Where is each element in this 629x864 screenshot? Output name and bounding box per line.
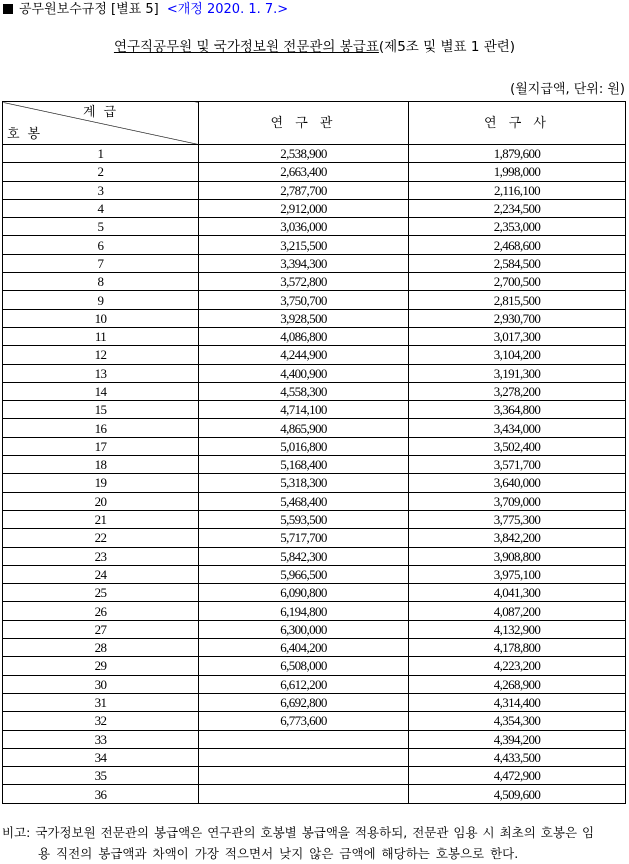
table-row [3,510,626,528]
unit-label: (월지급액, 단위: 원) [510,82,625,97]
researcher-salary-cell: 6,612,200 [199,675,409,693]
table-row [3,218,626,236]
researcher-salary-cell: 5,717,700 [199,529,409,547]
step-cell: 24 [3,565,199,583]
researcher-salary-cell: 6,692,800 [199,693,409,711]
researcher-salary-cell: 5,468,400 [199,492,409,510]
table-row [3,401,626,419]
table-row [3,620,626,638]
step-cell: 10 [3,309,199,327]
step-cell: 19 [3,474,199,492]
researcher-salary-cell: 2,663,400 [199,163,409,181]
step-cell: 20 [3,492,199,510]
researcher-salary-cell [199,785,409,803]
table-row [3,145,626,163]
table-row [3,437,626,455]
step-cell: 34 [3,748,199,766]
assistant-salary-cell: 2,116,100 [409,181,626,199]
assistant-salary-cell: 3,571,700 [409,456,626,474]
step-cell: 28 [3,639,199,657]
table-row [3,785,626,803]
table-row [3,657,626,675]
researcher-salary-cell: 6,194,800 [199,602,409,620]
assistant-salary-cell: 3,502,400 [409,437,626,455]
researcher-salary-cell: 4,558,300 [199,382,409,400]
assistant-salary-cell: 4,041,300 [409,584,626,602]
assistant-salary-cell: 4,314,400 [409,693,626,711]
step-cell: 35 [3,767,199,785]
table-row [3,327,626,345]
table-row [3,712,626,730]
step-cell: 13 [3,364,199,382]
table-row [3,163,626,181]
researcher-salary-cell: 6,773,600 [199,712,409,730]
title-suffix: (제5조 및 별표 1 관련) [378,39,516,55]
step-cell: 32 [3,712,199,730]
table-row [3,456,626,474]
assistant-salary-cell: 3,975,100 [409,565,626,583]
table-row [3,675,626,693]
step-cell: 5 [3,218,199,236]
assistant-salary-cell: 4,223,200 [409,657,626,675]
assistant-salary-cell: 3,017,300 [409,327,626,345]
assistant-salary-cell: 3,434,000 [409,419,626,437]
step-cell: 11 [3,327,199,345]
assistant-salary-cell: 1,998,000 [409,163,626,181]
table-row [3,547,626,565]
assistant-salary-cell: 4,268,900 [409,675,626,693]
step-cell: 26 [3,602,199,620]
step-cell: 31 [3,693,199,711]
researcher-salary-cell: 6,090,800 [199,584,409,602]
assistant-salary-cell: 4,354,300 [409,712,626,730]
table-row [3,236,626,254]
researcher-salary-cell: 2,912,000 [199,199,409,217]
researcher-salary-cell [199,730,409,748]
bullet-square-icon [3,4,13,14]
assistant-salary-cell: 2,815,500 [409,291,626,309]
table-row [3,309,626,327]
step-cell: 21 [3,510,199,528]
table-body [3,145,626,804]
step-cell: 27 [3,620,199,638]
assistant-salary-cell: 2,584,500 [409,254,626,272]
table-row [3,382,626,400]
table-header-row [3,102,626,145]
researcher-salary-cell: 6,300,000 [199,620,409,638]
assistant-salary-cell: 4,087,200 [409,602,626,620]
column-header-assistant: 연 구 사 [409,102,626,145]
table-row [3,639,626,657]
footnote [2,822,624,864]
assistant-salary-cell: 3,709,000 [409,492,626,510]
researcher-salary-cell: 4,400,900 [199,364,409,382]
column-header-researcher: 연 구 관 [199,102,409,145]
step-cell: 18 [3,456,199,474]
table-row [3,273,626,291]
table-row [3,419,626,437]
researcher-salary-cell: 5,318,300 [199,474,409,492]
step-cell: 16 [3,419,199,437]
assistant-salary-cell: 1,879,600 [409,145,626,163]
researcher-salary-cell: 3,215,500 [199,236,409,254]
assistant-salary-cell: 2,700,500 [409,273,626,291]
step-cell: 1 [3,145,199,163]
table-row [3,199,626,217]
assistant-salary-cell: 4,433,500 [409,748,626,766]
assistant-salary-cell: 3,908,800 [409,547,626,565]
table-row [3,181,626,199]
table-row [3,474,626,492]
researcher-salary-cell: 4,086,800 [199,327,409,345]
table-row [3,693,626,711]
page-title [0,38,629,56]
document-header [3,2,288,18]
assistant-salary-cell: 3,104,200 [409,346,626,364]
corner-step-label: 호봉 [7,127,49,142]
table-row [3,602,626,620]
researcher-salary-cell: 2,787,700 [199,181,409,199]
researcher-salary-cell: 3,036,000 [199,218,409,236]
salary-table [2,101,626,804]
assistant-salary-cell: 2,353,000 [409,218,626,236]
table-row [3,767,626,785]
table-row [3,254,626,272]
researcher-salary-cell: 4,714,100 [199,401,409,419]
researcher-salary-cell: 4,244,900 [199,346,409,364]
step-cell: 14 [3,382,199,400]
footnote-line-2: 용 직전의 봉급액과 차액이 가장 적으면서 낮지 않은 금액에 해당하는 호봉으로 한다. [38,846,519,861]
corner-header [3,102,199,145]
researcher-salary-cell: 5,842,300 [199,547,409,565]
step-cell: 9 [3,291,199,309]
researcher-salary-cell: 6,404,200 [199,639,409,657]
researcher-salary-cell: 3,928,500 [199,309,409,327]
step-cell: 30 [3,675,199,693]
step-cell: 33 [3,730,199,748]
table-row [3,346,626,364]
assistant-salary-cell: 3,640,000 [409,474,626,492]
assistant-salary-cell: 2,468,600 [409,236,626,254]
assistant-salary-cell: 3,278,200 [409,382,626,400]
researcher-salary-cell: 5,016,800 [199,437,409,455]
assistant-salary-cell: 4,472,900 [409,767,626,785]
researcher-salary-cell [199,767,409,785]
step-cell: 22 [3,529,199,547]
step-cell: 12 [3,346,199,364]
researcher-salary-cell: 5,168,400 [199,456,409,474]
researcher-salary-cell: 4,865,900 [199,419,409,437]
researcher-salary-cell: 3,394,300 [199,254,409,272]
assistant-salary-cell: 3,842,200 [409,529,626,547]
step-cell: 8 [3,273,199,291]
step-cell: 15 [3,401,199,419]
table-row [3,565,626,583]
table-row [3,291,626,309]
step-cell: 7 [3,254,199,272]
step-cell: 6 [3,236,199,254]
assistant-salary-cell: 4,509,600 [409,785,626,803]
revision-link[interactable]: <개정 2020. 1. 7.> [166,2,289,17]
step-cell: 2 [3,163,199,181]
researcher-salary-cell: 6,508,000 [199,657,409,675]
researcher-salary-cell: 5,593,500 [199,510,409,528]
step-cell: 23 [3,547,199,565]
assistant-salary-cell: 2,234,500 [409,199,626,217]
table-row [3,529,626,547]
assistant-salary-cell: 4,394,200 [409,730,626,748]
assistant-salary-cell: 4,132,900 [409,620,626,638]
step-cell: 3 [3,181,199,199]
step-cell: 25 [3,584,199,602]
corner-grade-label: 계급 [83,105,125,120]
assistant-salary-cell: 2,930,700 [409,309,626,327]
footnote-line-1: 비고: 국가정보원 전문관의 봉급액은 연구관의 호봉별 봉급액을 적용하되, 전문관 임용 시 최초의 호봉은 임 [2,825,595,840]
assistant-salary-cell: 3,775,300 [409,510,626,528]
step-cell: 17 [3,437,199,455]
assistant-salary-cell: 3,191,300 [409,364,626,382]
table-row [3,584,626,602]
assistant-salary-cell: 4,178,800 [409,639,626,657]
table-row [3,748,626,766]
researcher-salary-cell: 3,572,800 [199,273,409,291]
researcher-salary-cell: 3,750,700 [199,291,409,309]
table-row [3,364,626,382]
table-row [3,730,626,748]
step-cell: 36 [3,785,199,803]
researcher-salary-cell: 2,538,900 [199,145,409,163]
table-row [3,492,626,510]
researcher-salary-cell [199,748,409,766]
regulation-label: 공무원보수규정 [별표 5] [19,2,159,17]
researcher-salary-cell: 5,966,500 [199,565,409,583]
assistant-salary-cell: 3,364,800 [409,401,626,419]
step-cell: 4 [3,199,199,217]
title-main: 연구직공무원 및 국가정보원 전문관의 봉급표 [113,39,379,55]
step-cell: 29 [3,657,199,675]
